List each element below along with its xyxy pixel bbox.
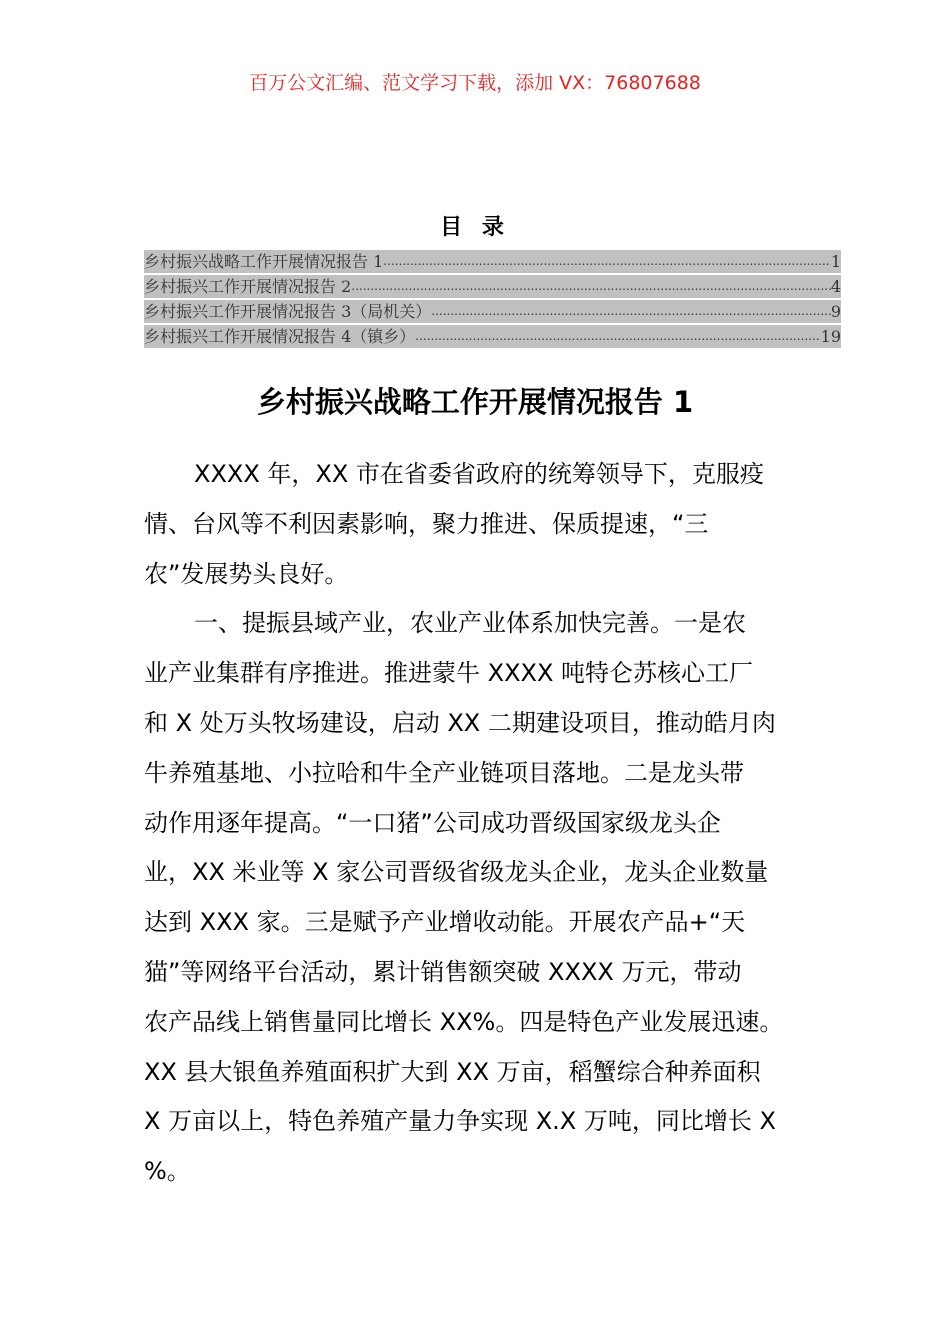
toc-title: 目 录 <box>440 215 510 240</box>
text-line: 业，XX 米业等 X 家公司晋级省级龙头企业，龙头企业数量 <box>144 858 769 887</box>
table-of-contents <box>144 250 841 350</box>
toc-entry[interactable] <box>144 275 841 298</box>
toc-leader <box>383 250 831 273</box>
toc-entry-page: 1 <box>830 252 841 271</box>
text-line: 业产业集群有序推进。推进蒙牛 XXXX 吨特仑苏核心工厂 <box>144 659 754 688</box>
toc-entry-page: 4 <box>830 277 841 296</box>
text-line: X 万亩以上，特色养殖产量力争实现 X.X 万吨，同比增长 X <box>144 1107 776 1136</box>
text-line: 和 X 处万头牧场建设，启动 XX 二期建设项目，推动皓月肉 <box>144 708 776 737</box>
toc-entry-page: 9 <box>830 302 841 321</box>
toc-leader <box>415 325 820 348</box>
toc-entry-label: 乡村振兴工作开展情况报告 4（镇乡） <box>144 327 416 346</box>
text-line: %。 <box>144 1157 191 1186</box>
toc-leader <box>431 300 831 323</box>
banner-text: 百万公文汇编、范文学习下载，添加 VX：76807688 <box>249 72 701 94</box>
toc-leader <box>351 275 831 298</box>
text-line: 动作用逐年提高。“一口猪”公司成功晋级国家级龙头企 <box>144 808 721 837</box>
text-line: 牛养殖基地、小拉哈和牛全产业链项目落地。二是龙头带 <box>144 758 744 787</box>
toc-entry-label: 乡村振兴工作开展情况报告 3（局机关） <box>144 302 432 321</box>
toc-entry-label: 乡村振兴工作开展情况报告 2 <box>144 277 352 296</box>
text-line: XXXX 年，XX 市在省委省政府的统筹领导下，克服疫 <box>194 460 764 488</box>
toc-entry[interactable] <box>144 300 841 323</box>
text-line: 情、台风等不利因素影响，聚力推进、保质提速，“三 <box>144 509 709 538</box>
toc-entry[interactable] <box>144 325 841 348</box>
text-line: 农产品线上销售量同比增长 XX%。四是特色产业发展迅速。 <box>144 1007 784 1036</box>
toc-entry[interactable] <box>144 250 841 273</box>
text-line: 达到 XXX 家。三是赋予产业增收动能。开展农产品+“天 <box>144 908 746 937</box>
text-line: 一、提振县域产业，农业产业体系加快完善。一是农 <box>194 609 746 638</box>
text-line: 猫”等网络平台活动，累计销售额突破 XXXX 万元，带动 <box>144 957 742 986</box>
section-heading: 乡村振兴战略工作开展情况报告 1 <box>256 385 694 419</box>
toc-entry-page: 19 <box>820 327 841 346</box>
toc-entry-label: 乡村振兴战略工作开展情况报告 1 <box>144 252 384 271</box>
text-line: XX 县大银鱼养殖面积扩大到 XX 万亩，稻蟹综合种养面积 <box>144 1057 761 1086</box>
text-line: 农”发展势头良好。 <box>144 559 349 588</box>
body-text <box>144 452 814 1199</box>
